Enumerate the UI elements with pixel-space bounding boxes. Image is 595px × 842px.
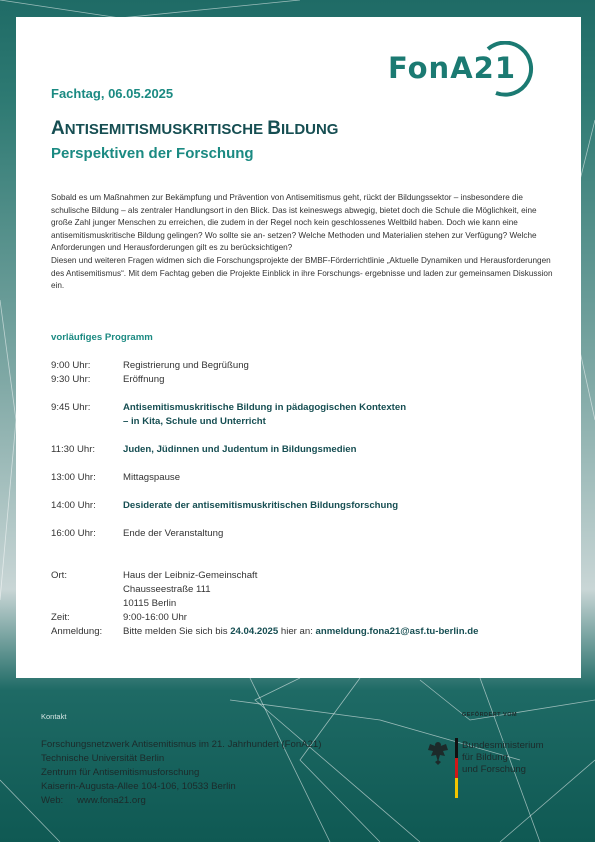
registration-email-link[interactable]: anmeldung.fona21@asf.tu-berlin.de: [315, 626, 479, 637]
time-value: 9:00-16:00 Uhr: [123, 612, 187, 623]
address-line: Forschungsnetzwerk Antisemitismus im 21. Jahrhundert (FonA21): [41, 739, 322, 750]
bmbf-logo: [422, 738, 562, 798]
registration-label: Anmeldung:: [51, 626, 103, 637]
contact-address: [41, 738, 321, 808]
time-label: Zeit:: [51, 612, 70, 623]
registration-deadline: 24.04.2025: [230, 626, 279, 637]
program-text-line-2: – in Kita, Schule und Unterricht: [123, 416, 266, 427]
address-line: Zentrum für Antisemitismusforschung: [41, 767, 200, 778]
federal-eagle-icon: [426, 740, 450, 766]
title-initial-b: B: [267, 118, 281, 139]
location-label: Ort:: [51, 570, 67, 581]
program-time: 9:45 Uhr:: [51, 402, 91, 413]
title-initial-a: A: [51, 118, 65, 139]
program-time: 13:00 Uhr:: [51, 472, 96, 483]
program-time: 14:00 Uhr:: [51, 500, 96, 511]
ministry-name: [462, 740, 544, 776]
intro-text: [51, 192, 559, 293]
event-date: Fachtag, 06.05.2025: [51, 86, 174, 101]
program-time: 9:30 Uhr:: [51, 374, 91, 385]
location-line-2: Chausseestraße 111: [123, 584, 211, 595]
web-row: [41, 794, 321, 808]
program-time: 16:00 Uhr:: [51, 528, 96, 539]
program-time: 9:00 Uhr:: [51, 360, 91, 371]
location-line-3: 10115 Berlin: [123, 598, 177, 609]
registration-text: [123, 625, 553, 639]
flag-stripe-red: [455, 758, 458, 778]
program-text: Antisemitismuskritische Bildung in pädagogischen Kontexten: [123, 402, 407, 413]
german-flag-bar: [455, 738, 458, 798]
registration-mid: hier an:: [278, 626, 316, 637]
title-part-2: ILDUNG: [280, 121, 339, 138]
funded-by-label: GEFÖRDERT VOM: [462, 712, 518, 718]
location-line-1: Haus der Leibniz-Gemeinschaft: [123, 570, 258, 581]
flag-stripe-gold: [455, 778, 458, 798]
address-line: Kaiserin-Augusta-Allee 104-106, 10533 Berlin: [41, 781, 236, 792]
program-text: Desiderate der antisemitismuskritischen Bildungsforschung: [123, 500, 399, 511]
ministry-line: für Bildung: [462, 752, 508, 763]
content-page: [16, 17, 581, 678]
program-text: Mittagspause: [123, 472, 181, 483]
intro-paragraph-1: Sobald es um Maßnahmen zur Bekämpfung und Prävention von Antisemitismus geht, rückt der Bildungssektor – insbesondere die schulische Bildung – als zentraler Handlungsort in den Blick. Das ist keineswegs abwegig, bietet doch die Schule die Möglichkeit, eine große Zahl junger Menschen zu erreichen, die zudem in der Regel noch kein geschlossenes Weltbild haben. Doch wie kann eine antisemitismuskritische Bildung gelingen? Wo sollte sie an- setzen? Welche Methoden und Materialien stehen zur Verfügung? Welche Anforderungen und Herausforderungen gilt es zu berücksichtigen?: [51, 193, 537, 253]
web-label: Web:: [41, 795, 64, 806]
address-line: Technische Universität Berlin: [41, 753, 165, 764]
program-heading: vorläufiges Programm: [51, 332, 153, 343]
ministry-line: und Forschung: [462, 764, 526, 775]
program-text: Ende der Veranstaltung: [123, 528, 224, 539]
page-title: [51, 118, 338, 140]
title-part-1: NTISEMITISMUSKRITISCHE: [64, 121, 268, 138]
program-time: 11:30 Uhr:: [51, 444, 96, 455]
page-subtitle: Perspektiven der Forschung: [51, 145, 254, 162]
program-text: Registrierung und Begrüßung: [123, 360, 249, 371]
registration-pre: Bitte melden Sie sich bis: [123, 626, 231, 637]
flag-stripe-black: [455, 738, 458, 758]
ministry-line: Bundesministerium: [462, 740, 544, 751]
intro-paragraph-2: Diesen und weiteren Fragen widmen sich die Forschungsprojekte der BMBF-Förderrichtlinie „Aktuelle Dynamiken und Herausforderungen des Antisemitismus“. Mit dem Fachtag geben die Projekte Einblick in ihre Forschungs- ergebnisse und laden zur gemeinsamen Diskussion ein.: [51, 255, 553, 291]
fona21-logo: [388, 41, 548, 97]
program-text: Juden, Jüdinnen und Judentum in Bildungsmedien: [123, 444, 357, 455]
program-text: Eröffnung: [123, 374, 165, 385]
logo-text: FonA21: [388, 51, 517, 85]
contact-label: Kontakt: [41, 712, 67, 721]
web-link[interactable]: www.fona21.org: [77, 795, 146, 806]
